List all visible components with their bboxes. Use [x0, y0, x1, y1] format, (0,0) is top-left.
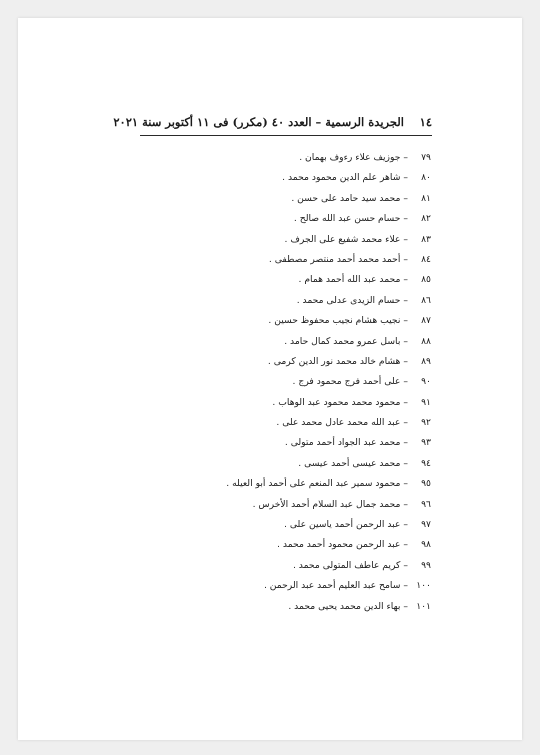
- entry-name: على أحمد فرج محمود فرج .: [292, 376, 401, 388]
- entry-name: علاء محمد شفيع على الجرف .: [284, 233, 401, 245]
- entry-name: عبد الله محمد عادل محمد على .: [276, 417, 401, 429]
- list-item: [160, 270, 431, 290]
- entry-name: كريم عاطف المتولى محمد .: [292, 559, 401, 571]
- entry-dash: –: [403, 192, 408, 204]
- entry-number: ٩٥: [421, 478, 431, 490]
- entry-name: محمد عبد الجواد أحمد متولى .: [284, 437, 401, 449]
- entry-dash: –: [403, 580, 408, 592]
- entry-name: عبد الرحمن محمود أحمد محمد .: [277, 539, 401, 551]
- entry-number: ٨٨: [421, 335, 431, 347]
- list-item: [160, 515, 431, 535]
- entry-name: محمود سمير عبد المنعم على أحمد أبو العيله .: [226, 478, 401, 490]
- list-item: [160, 250, 431, 270]
- list-item: [160, 332, 431, 352]
- entry-dash: –: [403, 498, 408, 510]
- entry-number: ٩٩: [421, 559, 431, 571]
- entry-name: محمد سيد حامد على حسن .: [291, 192, 401, 204]
- entry-number: ٨٦: [421, 294, 431, 306]
- entry-name: بهاء الدين محمد يحيى محمد .: [288, 600, 401, 612]
- list-item: [160, 352, 431, 372]
- entry-name: سامح عبد العليم أحمد عبد الرحمن .: [263, 580, 401, 592]
- entry-name: محمد عبد الله أحمد همام .: [298, 274, 401, 286]
- entry-name: محمد جمال عبد السلام أحمد الأخرس .: [252, 498, 401, 510]
- entry-name: محمود محمد محمود عبد الوهاب .: [272, 396, 401, 408]
- entry-dash: –: [403, 294, 408, 306]
- entry-number: ٩٢: [421, 417, 431, 429]
- list-item: [160, 148, 431, 168]
- entry-name: باسل عمرو محمد كمال حامد .: [284, 335, 401, 347]
- list-item: [160, 413, 431, 433]
- entry-dash: –: [403, 355, 408, 367]
- entry-name: جوزيف علاء رءوف بهمان .: [299, 152, 401, 163]
- header-rule: [140, 135, 432, 136]
- entry-number: ٨٧: [421, 315, 431, 327]
- entry-dash: –: [403, 457, 408, 469]
- list-item: [160, 209, 431, 229]
- list-item: [160, 168, 431, 188]
- list-item: [160, 474, 431, 494]
- gazette-title: الجريدة الرسمية – العدد ٤٠ (مكرر) فى ١١ أكتوبر سنة ٢٠٢١: [113, 115, 404, 129]
- entry-name: شاهر علم الدين محمود محمد .: [282, 172, 401, 184]
- entry-number: ٩٧: [421, 519, 431, 531]
- list-item: [160, 454, 431, 474]
- page-number: ١٤: [419, 115, 432, 129]
- names-list: [160, 148, 431, 617]
- entry-dash: –: [403, 478, 408, 490]
- entry-dash: –: [403, 274, 408, 286]
- entry-dash: –: [403, 559, 408, 571]
- list-item: [160, 597, 431, 617]
- list-item: [160, 311, 431, 331]
- list-item: [160, 495, 431, 515]
- entry-number: ٩٠: [421, 376, 431, 388]
- entry-dash: –: [403, 253, 408, 265]
- entry-dash: –: [403, 376, 408, 388]
- entry-dash: –: [403, 600, 408, 612]
- entry-number: ٩٨: [421, 539, 431, 551]
- entry-number: ٨٥: [421, 274, 431, 286]
- entry-dash: –: [403, 213, 408, 225]
- list-item: [160, 189, 431, 209]
- entry-number: ١٠٠: [416, 580, 431, 592]
- entry-name: محمد عيسى أحمد عيسى .: [298, 457, 401, 469]
- entry-name: حسام الزيدى عدلى محمد .: [296, 294, 401, 306]
- entry-dash: –: [403, 335, 408, 347]
- list-item: [160, 372, 431, 392]
- entry-name: عبد الرحمن أحمد ياسين على .: [284, 519, 401, 531]
- list-item: [160, 230, 431, 250]
- entry-dash: –: [403, 396, 408, 408]
- entry-dash: –: [403, 152, 408, 163]
- entry-dash: –: [403, 417, 408, 429]
- entry-number: ٨٤: [421, 253, 431, 265]
- entry-name: نجيب هشام نجيب محفوظ حسين .: [268, 315, 401, 327]
- entry-dash: –: [403, 519, 408, 531]
- list-item: [160, 433, 431, 453]
- entry-number: ٩٤: [421, 457, 431, 469]
- entry-dash: –: [403, 172, 408, 184]
- page-header: [113, 112, 432, 132]
- list-item: [160, 576, 431, 596]
- entry-name: أحمد محمد أحمد منتصر مصطفى .: [268, 253, 401, 265]
- entry-dash: –: [403, 539, 408, 551]
- list-item: [160, 535, 431, 555]
- entry-number: ٨٢: [421, 213, 431, 225]
- entry-number: ٨٣: [421, 233, 431, 245]
- entry-number: ٩١: [421, 396, 431, 408]
- entry-number: ٩٣: [421, 437, 431, 449]
- list-item: [160, 393, 431, 413]
- entry-number: ٩٦: [421, 498, 431, 510]
- entry-dash: –: [403, 437, 408, 449]
- entry-number: ٨٠: [421, 172, 431, 184]
- entry-number: ٨١: [421, 192, 431, 204]
- entry-dash: –: [403, 315, 408, 327]
- entry-number: ٧٩: [421, 152, 431, 163]
- list-item: [160, 556, 431, 576]
- list-item: [160, 291, 431, 311]
- entry-dash: –: [403, 233, 408, 245]
- entry-name: حسام حسن عبد الله صالح .: [293, 213, 401, 225]
- entry-number: ١٠١: [416, 600, 431, 612]
- entry-number: ٨٩: [421, 355, 431, 367]
- entry-name: هشام خالد محمد نور الدين كرمى .: [267, 355, 401, 367]
